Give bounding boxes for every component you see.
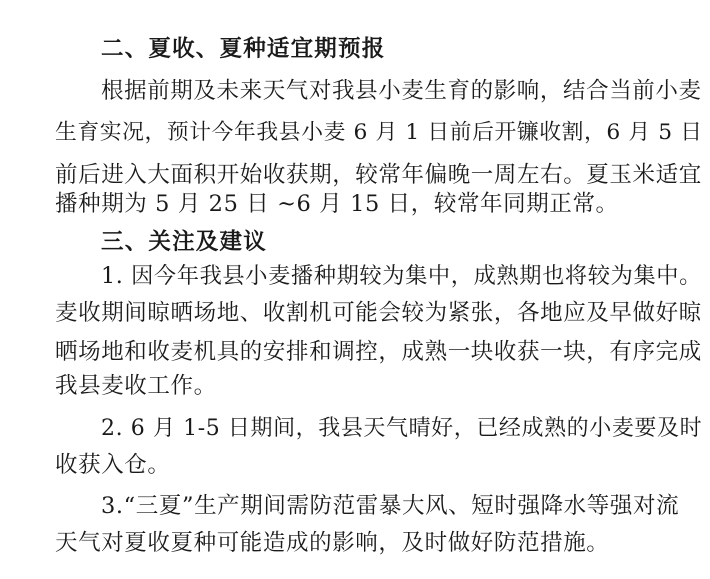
paragraph-line: 前后进入大面积开始收获期，较常年偏晚一周左右。夏玉米适宜 (55, 162, 702, 188)
paragraph-line: 播种期为 5 月 25 日 ~6 月 15 日，较常年同期正常。 (55, 191, 619, 217)
section-heading-suggestions: 三、关注及建议 (101, 229, 267, 255)
paragraph-line: 麦收期间晾晒场地、收割机可能会较为紧张，各地应及早做好晾 (55, 300, 702, 326)
paragraph-line: 2. 6 月 1-5 日期间，我县天气晴好，已经成熟的小麦要及时 (101, 416, 703, 441)
paragraph-line: 晒场地和收麦机具的安排和调控，成熟一块收获一块，有序完成 (55, 339, 702, 365)
paragraph-line: 我县麦收工作。 (55, 373, 217, 399)
paragraph-line: 1. 因今年我县小麦播种期较为集中，成熟期也将较为集中。 (101, 263, 702, 289)
section-heading-forecast: 二、夏收、夏种适宜期预报 (101, 36, 386, 62)
paragraph-line: 收获入仓。 (55, 452, 171, 478)
paragraph-line: 3.“三夏”生产期间需防范雷暴大风、短时强降水等强对流 (101, 493, 680, 519)
paragraph-line: 根据前期及未来天气对我县小麦生育的影响，结合当前小麦 (101, 78, 702, 104)
paragraph-line: 生育实况，预计今年我县小麦 6 月 1 日前后开镰收割，6 月 5 日 (55, 120, 703, 145)
paragraph-line: 天气对夏收夏种可能造成的影响，及时做好防范措施。 (55, 530, 610, 556)
